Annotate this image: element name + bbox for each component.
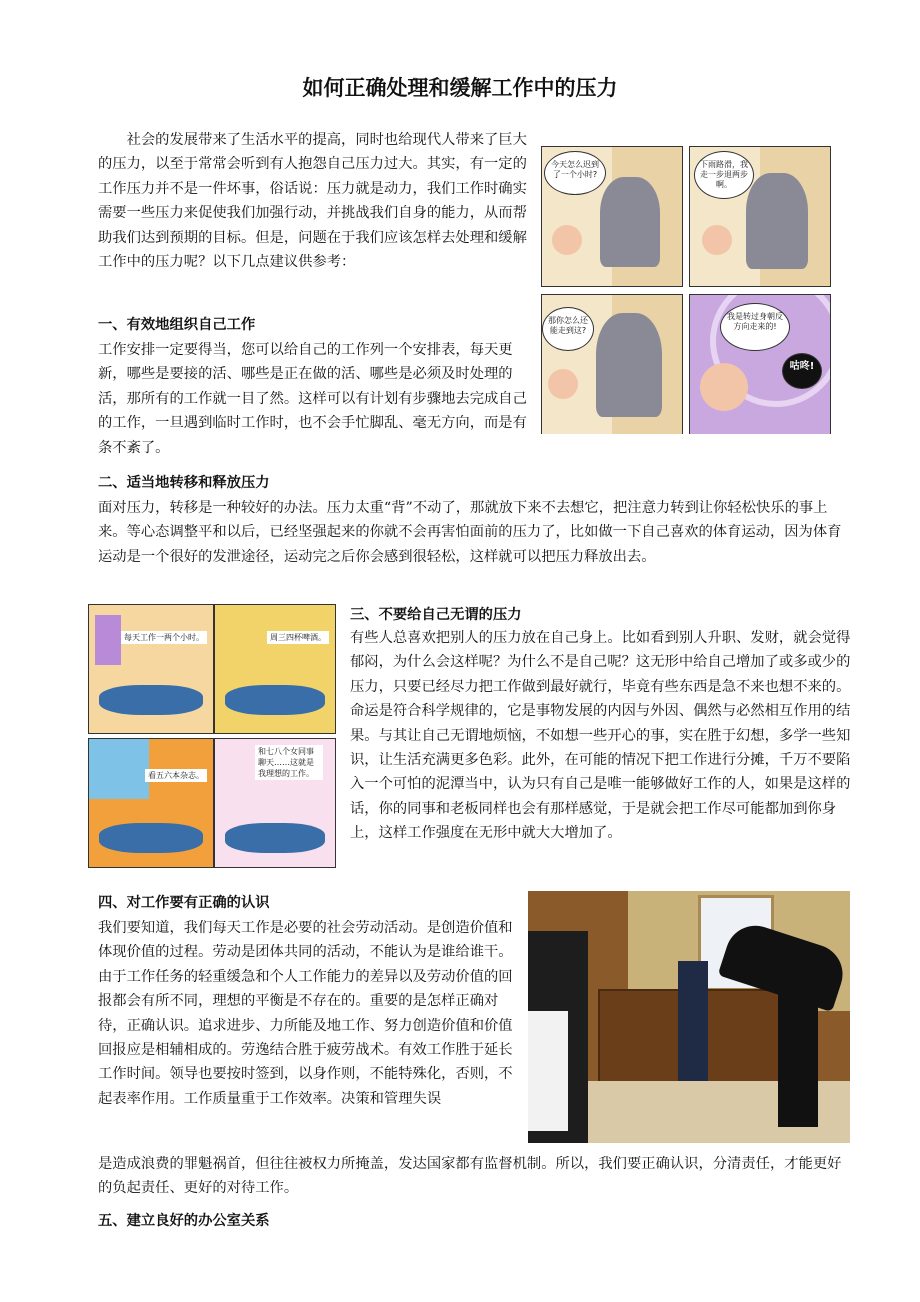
section-1-heading: 一、有效地组织自己工作 — [98, 317, 256, 333]
intro-paragraph: 社会的发展带来了生活水平的提高，同时也给现代人带来了巨大的压力，以至于常常会听到有人抱怨自己压力过大。其实，有一定的工作压力并不是一件坏事，俗话说：压力就是动力，我们工作时确实需要一些压力来促使我们加强行动，并挑战我们自身的能力，从而帮助我们达到预期的目标。但是，问题在于我们应该怎样去处理和缓解工作中的压力呢？以下几点建议供参考： — [98, 132, 527, 271]
section-3-body: 有些人总喜欢把别人的压力放在自己身上。比如看到别人升职、发财，就会觉得郁闷，为什么会这样呢？为什么不是自己呢？这无形中给自己增加了或多或少的压力，只要已经尽力把工作做到最好就行，毕竟有些东西是急不来也想不来的。命运是符合科学规律的，它是事物发展的内因与外因、偶然与必然相互作用的结果。与其让自己无谓地烦恼，不如想一些开心的事，实在胜于幻想，多学一些知识，让生活充满更多色彩。此外，在可能的情况下把工作进行分摊，千万不要陷入一个可怕的泥潭当中，认为只有自己是唯一能够做好工作的人，如果是这样的话，你的同事和老板同样也会有那样感觉，于是就会把工作尽可能都加到你身上，这样工作强度在无形中就大大增加了。 — [350, 630, 851, 842]
comic2-caption-3: 看五六本杂志。 — [145, 769, 207, 782]
comic-bubble-4: 我是转过身朝反方向走来的! — [720, 303, 790, 351]
section-2-heading: 二、适当地转移和释放压力 — [98, 475, 270, 491]
comic-strip-late-to-work — [541, 146, 833, 434]
comic2-panel-4 — [214, 738, 336, 868]
comic-ideal-job — [84, 604, 338, 868]
section-2-body: 面对压力，转移是一种较好的办法。压力太重“背”不动了，那就放下来不去想它，把注意力转到让你轻松快乐的事上来。等心态调整平和以后，已经坚强起来的你就不会再害怕面前的压力了，比如做一下自己喜欢的体育运动，因为体育运动是一个很好的发泄途径，运动完之后你会感到很轻松，这样就可以把压力释放出去。 — [98, 500, 842, 565]
section-4-heading: 四、对工作要有正确的认识 — [98, 895, 270, 911]
comic-bubble-3: 那你怎么还能走到这? — [542, 307, 594, 351]
comic2-panel-3 — [88, 738, 214, 868]
comic2-caption-4: 和七八个女同事聊天……这就是我理想的工作。 — [255, 745, 323, 780]
page-title: 如何正确处理和缓解工作中的压力 — [302, 76, 618, 100]
comic-bubble-2: 下雨路滑，我走一步退两步啊。 — [694, 151, 754, 199]
comic2-panel-1 — [88, 604, 214, 734]
comic-bubble-1: 今天怎么迟到了一个小时? — [544, 151, 606, 195]
comic-sound-effect: 咕咚! — [782, 353, 822, 389]
comic2-caption-1: 每天工作一两个小时。 — [121, 631, 207, 644]
comic-panel-4 — [689, 294, 831, 434]
comic2-caption-2: 周三四杯啤酒。 — [267, 631, 329, 644]
section-4-body-part-1: 我们要知道，我们每天工作是必要的社会劳动活动。是创造价值和体现价值的过程。劳动是团体共同的活动，不能认为是谁给谁干。由于工作任务的轻重缓急和个人工作能力的差异以及劳动价值的回报都会有所不同，理想的平衡是不存在的。重要的是怎样正确对待，正确认识。追求进步、力所能及地工作、努力创造价值和价值回报应是相辅相成的。劳逸结合胜于疲劳战术。有效工作胜于延长工作时间。领导也要按时签到，以身作则，不能特殊化，否则，不起表率作用。工作质量重于工作效率。决策和管理失误 — [98, 920, 513, 1107]
comic2-panel-2 — [214, 604, 336, 734]
comic-panel-2 — [689, 146, 831, 287]
comic-panel-3 — [541, 294, 683, 434]
section-3-heading: 三、不要给自己无谓的压力 — [350, 607, 522, 623]
office-photo — [528, 891, 850, 1143]
comic-panel-1 — [541, 146, 683, 287]
section-4-body-part-2: 是造成浪费的罪魁祸首，但往往被权力所掩盖，发达国家都有监督机制。所以，我们要正确认识，分清责任，才能更好的负起责任、更好的对待工作。 — [98, 1156, 842, 1197]
section-1-body: 工作安排一定要得当，您可以给自己的工作列一个安排表，每天更新，哪些是要接的活、哪些是正在做的活、哪些是必须及时处理的活，那所有的工作就一目了然。这样可以有计划有步骤地去完成自己的工作，一旦遇到临时工作时，也不会手忙脚乱、毫无方向，而是有条不紊了。 — [98, 342, 527, 456]
section-5-heading: 五、建立良好的办公室关系 — [98, 1213, 270, 1229]
